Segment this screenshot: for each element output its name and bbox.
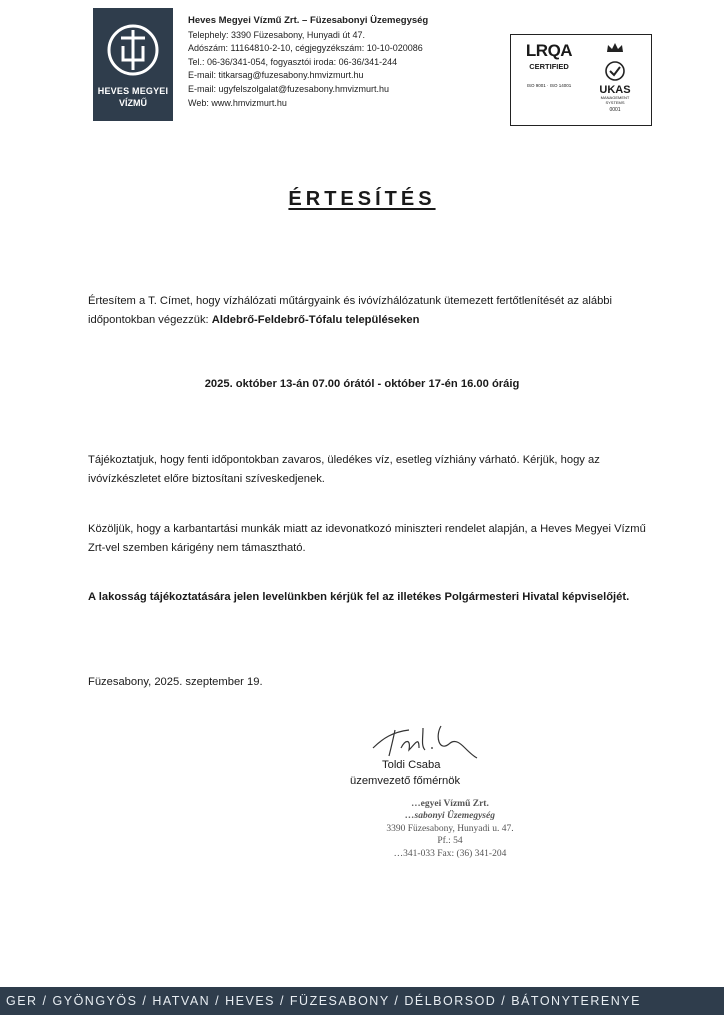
signer-name: Toldi Csaba — [382, 759, 441, 771]
stamp-line-3: 3390 Füzesabony, Hunyadi u. 47. — [386, 823, 514, 834]
paragraph-3: Közöljük, hogy a karbantartási munkák miatt az idevonatkozó miniszteri rendelet alapján, a Heves Megyei Vízmű Zrt-vel szemben kárigény nem támasztható. — [88, 523, 646, 554]
company-header — [188, 14, 428, 110]
company-name: Heves Megyei Vízmű Zrt. – Füzesabonyi Üzemegység — [188, 15, 429, 26]
logo-emblem-icon — [105, 22, 161, 78]
ukas-word: UKAS — [599, 84, 631, 96]
company-site: Telephely: 3390 Füzesabony, Hunyadi út 47. — [188, 29, 365, 40]
ukas-sub1: MANAGEMENT — [600, 95, 630, 100]
ukas-sub2: SYSTEMS — [605, 99, 625, 105]
paragraph-4: A lakosság tájékoztatására jelen levelünkben kérjük fel az illetékes Polgármesteri Hivatal képviselőjét. — [88, 591, 630, 603]
logo-text-line1: HEVES MEGYEI — [97, 86, 169, 96]
stamp-line-1: …egyei Vízmű Zrt. — [411, 799, 489, 809]
paragraph-2: Tájékoztatjuk, hogy fenti időpontokban zavaros, üledékes víz, esetleg vízhiány várható. Kérjük, hogy az ivóvízkészletet előre biztosítani szíveskedjenek. — [88, 454, 600, 485]
handwritten-signature — [365, 718, 485, 760]
crown-icon — [605, 42, 625, 54]
company-web: Web: www.hmvizmurt.hu — [188, 97, 287, 108]
ukas-number: 0001 — [609, 107, 621, 113]
document-title-wrap — [0, 188, 724, 211]
stamp-line-4: Pf.: 54 — [437, 836, 463, 847]
lrqa-certified: CERTIFIED — [529, 62, 569, 71]
lrqa-badge — [519, 41, 579, 88]
company-logo — [93, 8, 173, 121]
company-phone: Tel.: 06-36/341-054, fogyasztói iroda: 06-36/341-244 — [188, 56, 398, 67]
paragraph-1 — [88, 292, 663, 330]
company-stamp — [370, 798, 530, 860]
paragraph-1-text: Értesítem a T. Címet, hogy vízhálózati műtárgyaink és ivóvízhálózatunk ütemezett fertőtlenítését az alábbi időpontokban végezzük: — [88, 295, 612, 326]
company-email-1: E-mail: titkarsag@fuzesabony.hmvizmurt.hu — [188, 70, 364, 81]
signer-role: üzemvezető főmérnök — [350, 775, 461, 787]
stamp-line-2: …sabonyi Üzemegység — [405, 811, 495, 822]
document-title: ÉRTESÍTÉS — [288, 188, 436, 210]
ukas-badge — [587, 41, 643, 113]
schedule-dates: 2025. október 13-án 07.00 órától - október 17-én 16.00 óráig — [204, 378, 520, 390]
signer-block — [350, 757, 461, 789]
company-email-2: E-mail: ugyfelszolgalat@fuzesabony.hmvizmurt.hu — [188, 83, 390, 94]
stamp-line-5: …341-033 Fax: (36) 341-204 — [393, 848, 507, 859]
footer-locations: GER / GYÖNGYÖS / HATVAN / HEVES / FÜZESABONY / DÉLBORSOD / BÁTONYTERENYE — [6, 994, 641, 1008]
iso-standards: ISO 9001 · ISO 14001 — [526, 83, 572, 88]
paragraph-1-locations: Aldebrő-Feldebrő-Tófalu településeken — [211, 314, 420, 326]
certification-box — [510, 34, 652, 126]
company-tax: Adószám: 11164810-2-10, cégjegyzékszám: 10-10-020086 — [188, 43, 423, 54]
place-date: Füzesabony, 2025. szeptember 19. — [88, 676, 263, 688]
footer-band — [0, 987, 724, 1015]
lrqa-mark: LRQA — [525, 41, 573, 60]
logo-text-line2: VÍZMŰ — [119, 98, 147, 108]
checkmark-icon — [604, 60, 626, 82]
